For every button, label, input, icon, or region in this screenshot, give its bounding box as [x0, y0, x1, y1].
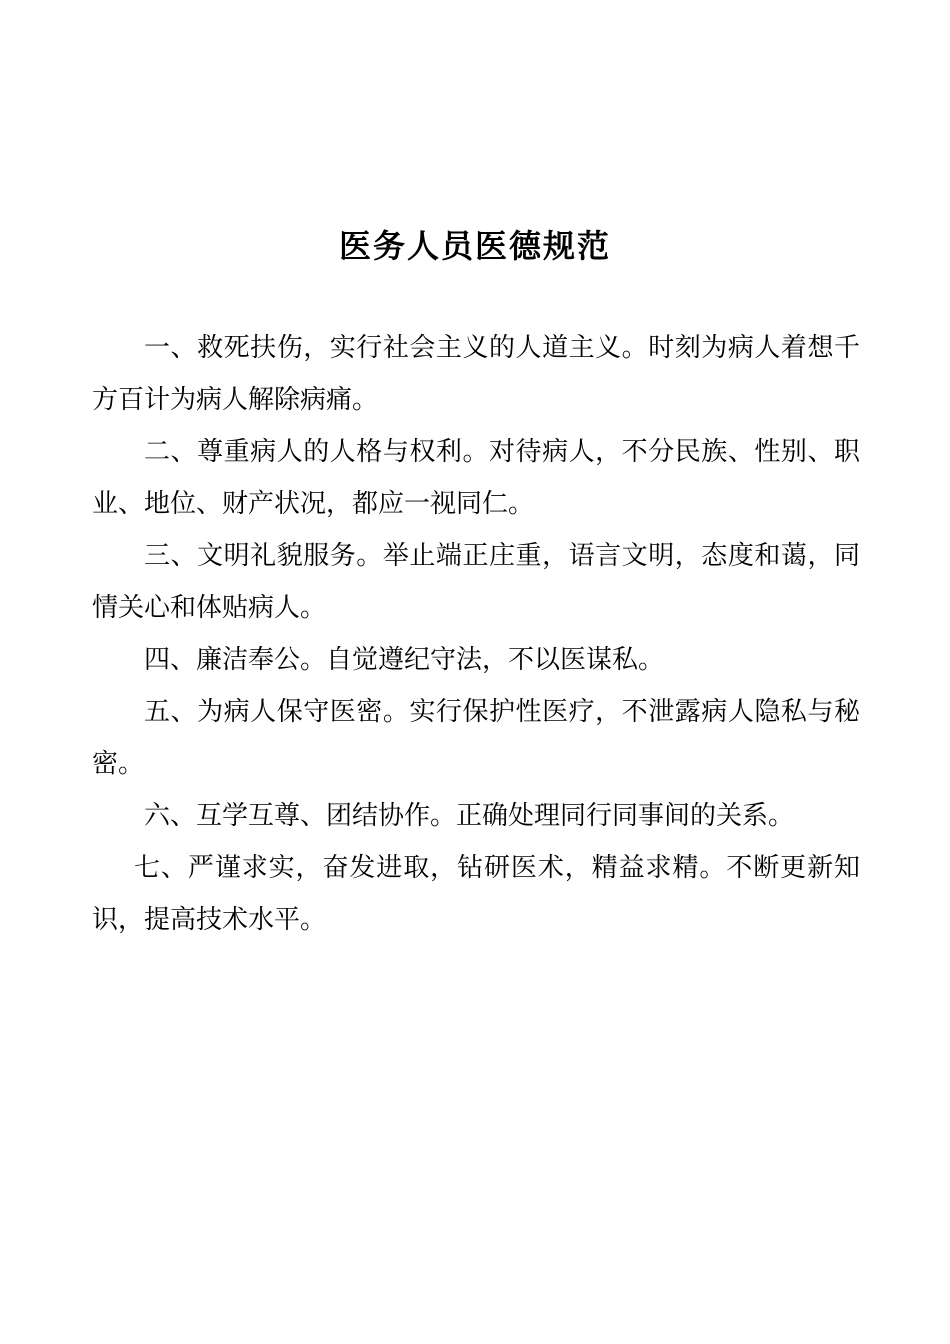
- paragraph-4: 四、廉洁奉公。自觉遵纪守法，不以医谋私。: [144, 645, 665, 675]
- paragraph-7: 七、严谨求实，奋发进取，钻研医术，精益求精。不断更新知识，提高技术水平。: [92, 853, 860, 935]
- paragraph-2: 二、尊重病人的人格与权利。对待病人，不分民族、性别、职业、地位、财产状况，都应一视同仁。: [92, 437, 860, 519]
- document-body: [92, 322, 860, 946]
- paragraph-3: 三、文明礼貌服务。举止端正庄重，语言文明，态度和蔼，同情关心和体贴病人。: [92, 541, 860, 623]
- page-title: 医务人员医德规范: [338, 227, 611, 265]
- paragraph-5: 五、为病人保守医密。实行保护性医疗，不泄露病人隐私与秘密。: [92, 697, 860, 779]
- paragraph-1: 一、救死扶伤，实行社会主义的人道主义。时刻为病人着想千方百计为病人解除病痛。: [92, 333, 860, 415]
- paragraph-6: 六、互学互尊、团结协作。正确处理同行同事间的关系。: [144, 801, 795, 831]
